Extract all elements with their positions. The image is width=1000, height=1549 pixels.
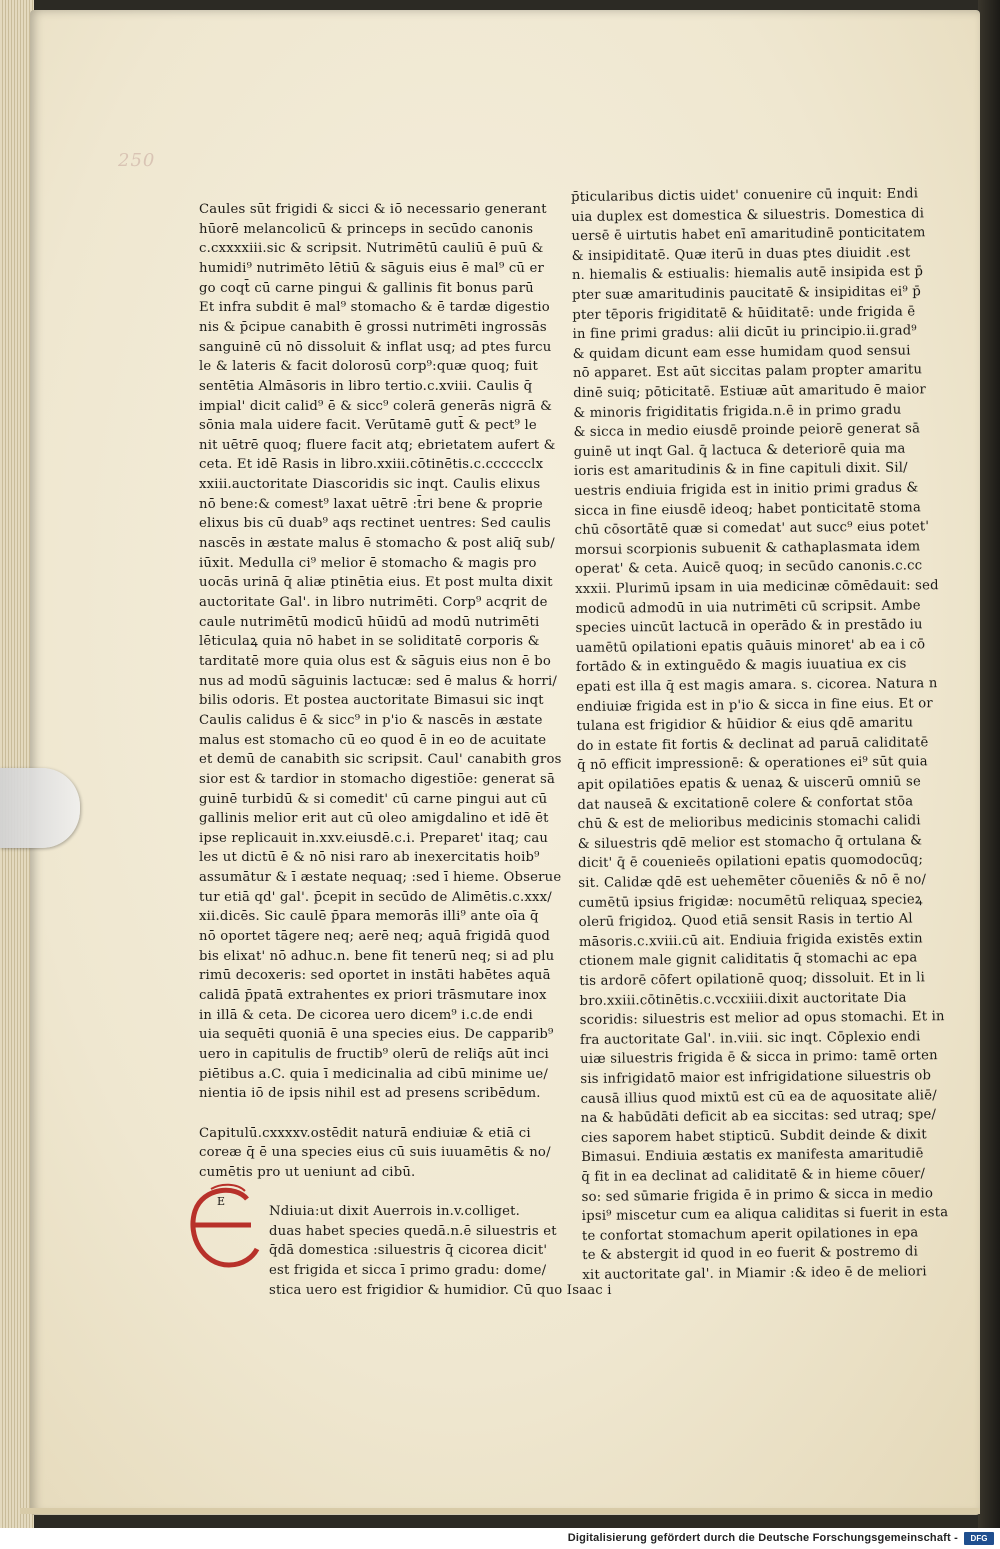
- text-line: gallinis melior erit aut cū oleo amigdalino et idē ēt: [199, 811, 549, 827]
- text-line: Ndiuia:ut dixit Auerrois in.v.colliget.: [269, 1204, 521, 1220]
- text-line: species uincūt lactucā in operādo & in prestādo iu: [575, 617, 923, 637]
- text-line: epati est illa q̄ est magis amara. s. cicorea. Natura n: [576, 676, 938, 695]
- text-line: nō oportet tāgere neq; aerē neq; aquā frigidā quod: [199, 929, 550, 945]
- text-line: p̄ticularibus dictis uidet' conuenire cū inquit: Endi: [571, 186, 919, 205]
- text-line: nit uētrē quoq; fluere facit atq; ebrietatem aufert &: [199, 437, 556, 453]
- book-binding-edge: [978, 0, 1000, 1528]
- text-line: les ut dictū ē & nō nisi raro ab inexercitatis hoib⁹: [199, 850, 540, 866]
- text-line: causā illius quod mixtū est cū ea de aquositate aliē/: [580, 1087, 937, 1107]
- text-line: hūorē melancolicū & princeps in secūdo canonis: [199, 221, 534, 237]
- text-line: sis infrigidatō maior est infrigidatione siluestris ob: [580, 1068, 932, 1087]
- text-line: coreæ q̄ ē una species eius cū suis iuuamētis & no/: [199, 1145, 551, 1161]
- text-line: impial' dicit calid⁹ ē & sicc⁹ colerā generās nigrā &: [199, 398, 553, 414]
- text-line: morsui scorpionis subuenit & cathaplasmata idem: [574, 539, 921, 558]
- text-line: guinē ut inqt Gal. q̄ lactuca & deteriorē quia ma: [573, 441, 906, 460]
- text-line: dinē suiq; pōticitatē. Estiuæ aūt amaritudo ē maior: [573, 382, 927, 401]
- text-line: elixus bis cū duab⁹ aqs rectinet uentres: Sed caulis: [199, 516, 552, 532]
- text-line: do in estate fit fortis & declinat ad paruā caliditatē: [576, 735, 929, 754]
- dfg-logo-text: DFG: [970, 1534, 988, 1543]
- text-line: olerū frigidoꝝ. Quod etiā sensit Rasis in tertio Al: [578, 911, 913, 931]
- text-line: uestris endiuia frigida est in initio primi gradus &: [574, 480, 919, 499]
- text-line: endiuiæ frigida est in p'io & sicca in fine eius. Et or: [576, 695, 933, 715]
- text-line: sior est & tardior in stomacho digestiōe: generat sā: [199, 771, 556, 787]
- text-line: cumētū ipsius frigidæ: nocumētū reliquaꝝ specieꝝ: [578, 891, 923, 911]
- text-line: cies saporem habet stipticū. Subdit deinde & dixit: [580, 1127, 927, 1146]
- text-line: uocās urinā q̄ aliæ ptinētia eius. Et post multa dixit: [199, 575, 553, 591]
- initial-guide-letter: E: [217, 1195, 226, 1208]
- text-line: bro.xxiii.cōtinētis.c.vccxiiii.dixit auctoritate Dia: [579, 990, 907, 1009]
- text-line: bilis odoris. Et postea auctoritate Bimasui sic inqt: [199, 693, 544, 709]
- text-line: dat nauseā & excitationē colere & confortat stōa: [577, 794, 914, 813]
- text-line: humidi⁹ nutrimēto lētiū & sāguis eius ē mal⁹ cū er: [199, 260, 545, 276]
- text-line: bis elixat' nō adhuc.n. bene fit tenerū neq; si ad plu: [199, 948, 555, 964]
- text-line: malus est stomacho cū eo quod ē in eo de acuitate: [199, 732, 547, 748]
- text-line: Bimasui. Endiuia æstatis ex manifesta amaritudiē: [581, 1146, 924, 1166]
- text-line: c.cxxxxiii.sic & scripsit. Nutrimētū cauliū ē puū &: [199, 241, 544, 257]
- text-line: sentētia Almāsoris in libro tertio.c.xviii. Caulis q̄: [199, 378, 533, 394]
- text-line: apit opilatiōes epatis & uenaꝝ & uiscerū omniū se: [577, 774, 922, 793]
- text-line: duas habet species quedā.n.ē siluestris et: [269, 1223, 557, 1239]
- folio-number: 250: [118, 150, 156, 171]
- text-line: uiæ siluestris frigida ē & sicca in primo: tamē orten: [580, 1048, 938, 1068]
- dfg-logo: [964, 1532, 994, 1545]
- text-line: nientia iō de ipsis nihil est ad presens scribēdum.: [199, 1086, 541, 1102]
- text-line: uero in capitulis de fructib⁹ olerū de reliq̄s aūt inci: [199, 1046, 549, 1062]
- text-line: stica uero est frigidior & humidior. Cū quo Isaac i: [269, 1282, 612, 1298]
- text-line: n. hiemalis & estiualis: hiemalis autē insipida est p̄: [571, 264, 924, 284]
- text-line: sanguinē cū nō dissoluit & inflat usq; ad ptes furcu: [199, 339, 552, 355]
- text-line: in fine primi gradus: alii dicūt iu principio.ii.grad⁹: [572, 323, 917, 343]
- text-line: pter tēporis frigiditatē & hūiditatē: unde frigida ē: [572, 303, 916, 323]
- text-line: tulana est frigidior & hūidior & eius qdē amaritu: [576, 715, 914, 735]
- text-line: & quidam dicunt eam esse humidam quod sensui: [572, 343, 911, 362]
- text-line: ipsi⁹ miscetur cum ea aliqua caliditas si fuerit in esta: [581, 1205, 949, 1225]
- text-line: auctoritate Gal'. in libro nutrimēti. Corp⁹ acqrit de: [199, 595, 548, 610]
- text-line: ceta. Et idē Rasis in libro.xxiii.cōtinētis.c.cccccclx: [199, 457, 544, 473]
- text-line: & sicca in medio eiusdē proinde peiorē generat sā: [573, 421, 921, 441]
- text-line: tarditatē more quia olus est & sāguis eius non ē bo: [199, 653, 552, 669]
- text-line: nō apparet. Est aūt siccitas palam propter amaritu: [572, 362, 923, 382]
- text-line: sōnia mala uidere facit. Verūtamē gutt̄ & pect⁹ le: [199, 418, 537, 434]
- text-line: scoridis: siluestris est melior ad opus stomachi. Et in: [579, 1009, 945, 1029]
- text-line: uia sequēti quoniā ē una species eius. De capparib⁹: [199, 1027, 554, 1043]
- text-line: xxiii.auctoritate Diascoridis sic inqt. Caulis elixus: [199, 477, 541, 493]
- text-line: uamētū opilationi epatis quāuis minoret' ab ea i cō: [575, 637, 926, 656]
- text-line: na & habūdāti deficit ab ea siccitas: sed utraq; spe/: [580, 1107, 937, 1127]
- text-line: pter suæ amaritudinis paucitatē & insipiditas ei⁹ p̄: [572, 284, 922, 303]
- text-line: fra auctoritate Gal'. in.viii. sic inqt. Cōplexio endi: [579, 1029, 921, 1048]
- text-line: assumātur & ī æstate nequaq; :sed ī hieme. Obserue: [199, 870, 562, 886]
- footer-bar: [0, 1528, 1000, 1549]
- text-line: lēticulaꝝ quia nō habet in se soliditatē corporis &: [199, 634, 540, 650]
- text-line: cumētis pro ut ueniunt ad cibū.: [199, 1164, 416, 1180]
- text-line: nus ad modū sāguinis lactucæ: sed ē malus & horri/: [199, 673, 558, 689]
- initial-e-rubric: [181, 1181, 265, 1271]
- text-line: fortādo & in extinguēdo & magis iuuatiua ex cis: [575, 656, 907, 676]
- text-line: tur etiā qd' gal'. p̄cepit in secūdo de Alimētis.c.xxx/: [199, 889, 552, 905]
- text-line: et demū de canabith sic scripsit. Caul' canabith gros: [199, 752, 562, 768]
- text-line: ipse replicauit in.xxv.eiusdē.c.i. Preparet' itaq; cau: [199, 830, 549, 846]
- page-bottom-edge: [20, 1508, 980, 1514]
- text-line: Et infra subdit ē mal⁹ stomacho & ē tardæ digestio: [199, 300, 550, 316]
- text-line: xii.dicēs. Sic caulē p̄para memorās illi⁹ ante oīa q̄: [199, 909, 539, 925]
- text-line: sicca in fine eiusdē ideoq; habet ponticitatē stoma: [574, 499, 922, 519]
- text-line: rimū decoxeris: sed oportet in instāti habētes aquā: [199, 968, 551, 984]
- text-line: nis & p̄cipue canabith ē grossi nutrimēti ingrossās: [199, 319, 547, 335]
- text-line: uia duplex est domestica & siluestris. Domestica di: [571, 205, 925, 225]
- text-line: & siluestris qdē melior est stomacho q̄ ortulana &: [577, 833, 923, 852]
- dfg-credit-text: Digitalisierung gefördert durch die Deutsche Forschungsgemeinschaft -: [567, 1532, 958, 1544]
- text-line: modicū admodū in uia nutrimēti cū scripsit. Ambe: [575, 597, 921, 617]
- text-line: q̄ fit in ea declinat ad caliditatē & in hieme cōuer/: [581, 1166, 926, 1185]
- text-line: Capitulū.cxxxxv.ostēdit naturā endiuiæ & etiā ci: [199, 1125, 531, 1141]
- text-line: sit. Calidæ qdē est uehemēter cōueniēs & nō ē no/: [578, 872, 927, 891]
- text-line: māsoris.c.xviii.cū ait. Endiuia frigida existēs extin: [578, 931, 923, 950]
- text-line: ioris est amaritudinis & in fine capituli dixit. Sil/: [573, 460, 908, 480]
- text-line: le & lateris & facit dolorosū corp⁹:quæ quoq; fuit: [199, 359, 538, 375]
- text-line: te confortat stomachum aperit opilationes in epa: [581, 1225, 919, 1244]
- text-line: q̄ nō efficit impressionē: & operationes ei⁹ sūt quia: [576, 754, 928, 774]
- text-line: xit auctoritate gal'. in Miamir :& ideo ē de meliori: [582, 1264, 927, 1283]
- page-clip: [0, 768, 80, 848]
- text-line: guinē turbidū & si comedit' cū carne pingui aut cū: [199, 791, 548, 807]
- text-line: chū & est de melioribus medicinis stomachi calidi: [577, 813, 921, 833]
- text-line: piētibus a.C. quia ī medicinalia ad cibū minime ue/: [199, 1066, 549, 1082]
- text-line: chū cōsortātē quæ si comedat' aut succ⁹ eius potet': [574, 519, 930, 539]
- text-line: est frigida et sicca ī primo gradu: dome/: [269, 1263, 547, 1279]
- book-page-edges: [0, 0, 34, 1528]
- text-line: & insipiditatē. Quæ iterū in duas ptes diuidit .est: [571, 245, 911, 264]
- text-line: & minoris frigiditatis frigida.n.ē in primo gradu: [573, 402, 902, 421]
- text-line: uersē ē uirtutis habet enī amaritudinē ponticitatem: [571, 225, 926, 245]
- text-line: iūxit. Medulla ci⁹ melior ē stomacho & magis pro: [199, 555, 537, 571]
- text-line: dicit' q̄ ē couenieēs opilationi epatis quomodocūq;: [577, 852, 924, 872]
- text-line: calidā p̄patā extrahentes ex priori trāsmutare inox: [199, 988, 547, 1003]
- text-line: nascēs in æstate malus ē stomacho & post aliq̄ sub/: [199, 536, 555, 552]
- text-line: in illā & ceta. De cicorea uero dicem⁹ i.c.de endi: [199, 1007, 533, 1023]
- text-line: Caulis calidus ē & sicc⁹ in p'io & nascēs in æstate: [199, 712, 543, 728]
- text-line: xxxii. Plurimū ipsam in uia medicinæ cōmēdauit: sed: [575, 578, 939, 597]
- text-line: operat' & ceta. Auicē quoq; in secūdo canonis.c.cc: [574, 558, 923, 578]
- text-line: q̄dā domestica :siluestris q̄ cicorea dicit': [269, 1243, 548, 1259]
- text-line: te & abstergit id quod in eo fuerit & postremo di: [582, 1244, 919, 1264]
- text-line: ctionem male gignit caliditatis q̄ stomachi ac epa: [579, 950, 918, 970]
- text-line: so: sed sūmarie frigida ē in primo & sicca in medio: [581, 1185, 934, 1205]
- text-line: Caules sūt frigidi & sicci & iō necessario generant: [199, 202, 547, 217]
- text-line: nō bene:& comest⁹ laxat uētrē :t̄ri bene & proprie: [199, 496, 543, 512]
- text-line: go coqt̄ cū carne pingui & gallinis fit bonus parū: [199, 280, 534, 296]
- text-line: caule nutrimētū modicū hūidū ad modū nutrimēti: [199, 614, 540, 630]
- text-line: tis ardorē cōfert opilationē quoq; dissoluit. Et in li: [579, 970, 926, 989]
